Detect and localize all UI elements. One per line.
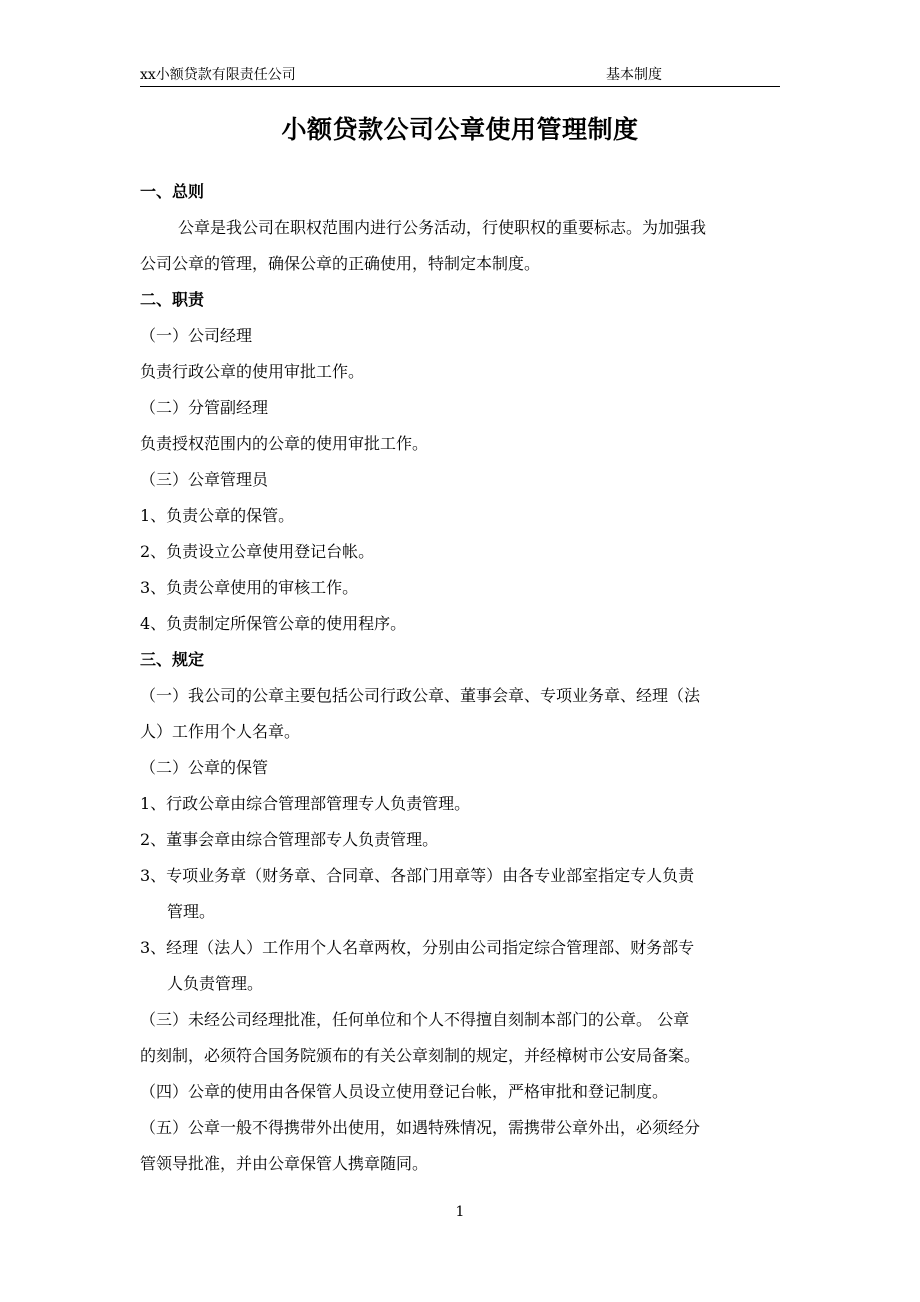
body-line: （三）公章管理员 bbox=[140, 470, 269, 489]
body-line: 公章是我公司在职权范围内进行公务活动，行使职权的重要标志。为加强我 bbox=[178, 218, 707, 237]
document-body bbox=[140, 174, 782, 1182]
body-line: （三）未经公司经理批准，任何单位和个人不得擅自刻制本部门的公章。 公章 bbox=[140, 1010, 690, 1029]
body-line: 3、专项业务章（财务章、合同章、各部门用章等）由各专业部室指定专人负责 bbox=[140, 866, 695, 885]
body-line: 负责授权范围内的公章的使用审批工作。 bbox=[140, 434, 429, 453]
body-line: 人负责管理。 bbox=[167, 974, 264, 993]
body-line: 1、行政公章由综合管理部管理专人负责管理。 bbox=[140, 794, 471, 813]
page-number: 1 bbox=[455, 1204, 465, 1220]
document-title: 小额贷款公司公章使用管理制度 bbox=[281, 115, 639, 144]
body-line: （四）公章的使用由各保管人员设立使用登记台帐，严格审批和登记制度。 bbox=[140, 1082, 669, 1101]
body-line: （一）我公司的公章主要包括公司行政公章、董事会章、专项业务章、经理（法 bbox=[140, 686, 701, 705]
body-line: （五）公章一般不得携带外出使用，如遇特殊情况，需携带公章外出，必须经分 bbox=[140, 1118, 701, 1137]
body-line: 的刻制，必须符合国务院颁布的有关公章刻制的规定，并经樟树市公安局备案。 bbox=[140, 1046, 701, 1065]
body-line: 管领导批准，并由公章保管人携章随同。 bbox=[140, 1154, 429, 1173]
body-line: 2、董事会章由综合管理部专人负责管理。 bbox=[140, 830, 439, 849]
body-line: 1、负责公章的保管。 bbox=[140, 506, 295, 525]
body-line: 管理。 bbox=[167, 902, 216, 921]
body-line: （二）分管副经理 bbox=[140, 398, 269, 417]
page-header bbox=[140, 64, 780, 87]
body-line: 3、负责公章使用的审核工作。 bbox=[140, 578, 359, 597]
section-heading: 一、总则 bbox=[140, 182, 205, 201]
body-line: 负责行政公章的使用审批工作。 bbox=[140, 362, 365, 381]
section-heading: 二、职责 bbox=[140, 290, 205, 309]
body-line: 3、经理（法人）工作用个人名章两枚，分别由公司指定综合管理部、财务部专 bbox=[140, 938, 695, 957]
body-line: 2、负责设立公章使用登记台帐。 bbox=[140, 542, 375, 561]
body-line: 人）工作用个人名章。 bbox=[140, 722, 301, 741]
body-line: 公司公章的管理，确保公章的正确使用，特制定本制度。 bbox=[140, 254, 541, 273]
header-category: 基本制度 bbox=[606, 67, 662, 83]
body-line: （一）公司经理 bbox=[140, 326, 253, 345]
body-line: 4、负责制定所保管公章的使用程序。 bbox=[140, 614, 407, 633]
body-line: （二）公章的保管 bbox=[140, 758, 269, 777]
section-heading: 三、规定 bbox=[140, 650, 205, 669]
header-company: xx小额贷款有限责任公司 bbox=[140, 67, 296, 83]
